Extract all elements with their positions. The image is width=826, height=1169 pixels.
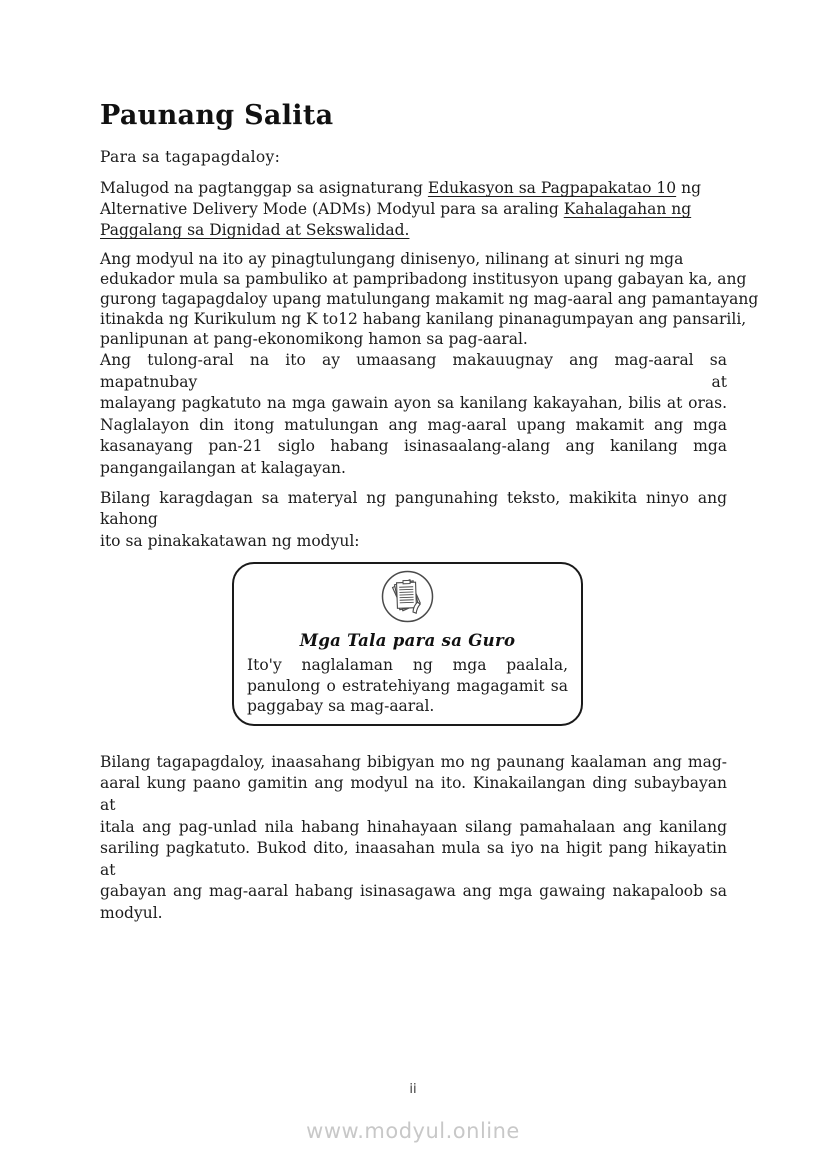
text-line: Bilang tagapagdaloy, inaasahang bibigyan mo ng paunang kaalaman ang mag- (100, 752, 727, 771)
text-segment: Malugod na pagtanggap sa asignaturang (100, 179, 428, 197)
text-line: itala ang pag-unlad nila habang hinahayaan silang pamahalaan ang kanilang (100, 817, 727, 836)
text-line: kasanayang pan-21 siglo habang isinasaalang-alang ang kanilang mga (100, 437, 727, 456)
text-line: pangangailangan at kalagayan. (100, 458, 346, 477)
underlined-lesson-title: Kahalagahan ng (563, 200, 692, 218)
text-line: gabayan ang mag-aaral habang isinasagawa ang mga gawaing nakapaloob sa (100, 882, 727, 901)
paragraph-facilitator-role (100, 752, 727, 925)
notes-papers-icon (381, 570, 434, 623)
text-line: panulong o estratehiyang magagamit sa (247, 676, 568, 695)
text-line: Ang tulong-aral na ito ay umaasang makauugnay ang mag-aaral sa mapatnubay at (100, 351, 727, 391)
notes-icon-wrap (247, 570, 568, 623)
text-line: Bilang karagdagan sa materyal ng pangunahing teksto, makikita ninyo ang kahong (100, 488, 727, 529)
text-line: Naglalayon din itong matulungan ang mag-aaral upang makamit ang mga (100, 415, 727, 434)
notes-box-heading: Mga Tala para sa Guro (299, 631, 516, 651)
paragraph-welcome (100, 178, 727, 241)
text-line: gurong tagapagdaloy upang matulungang makamit ng mag-aaral ang pamantayang (100, 290, 759, 308)
watermark-url: www.modyul.online (306, 1119, 520, 1143)
text-segment: Alternative Delivery Mode (ADMs) Modyul para sa araling (100, 200, 564, 218)
text-line: paggabay sa mag-aaral. (247, 697, 435, 716)
salutation-line: Para sa tagapagdaloy: (100, 148, 281, 166)
text-line: ito sa pinakakatawan ng modyul: (100, 531, 360, 550)
text-line: aaral kung paano gamitin ang modyul na ito. Kinakailangan ding subaybayan at (100, 774, 727, 815)
page-number: ii (409, 1082, 417, 1097)
teacher-notes-box (232, 562, 583, 726)
page-title: Paunang Salita (100, 100, 334, 131)
text-line: modyul. (100, 904, 163, 922)
paragraph-box-intro (100, 488, 727, 553)
paragraph-module-design (100, 249, 759, 349)
text-line (100, 178, 727, 199)
text-line: sariling pagkatuto. Bukod dito, inaasahan mula sa iyo na higit pang hikayatin at (100, 839, 727, 879)
text-line: malayang pagkatuto na mga gawain ayon sa kanilang kakayahan, bilis at oras. (100, 394, 727, 413)
paragraph-learning-aid (100, 350, 727, 480)
text-line (100, 220, 727, 241)
page-content (100, 0, 759, 925)
underlined-subject-title: Edukasyon sa Pagpapakatao 10 (427, 179, 677, 197)
text-line: Ito'y naglalaman ng mga paalala, (247, 656, 568, 675)
text-line: panlipunan at pang-ekonomikong hamon sa pag-aaral. (100, 330, 528, 348)
notes-box-body (247, 655, 568, 717)
text-line (100, 199, 727, 220)
text-segment: ng (676, 179, 701, 197)
text-line: itinakda ng Kurikulum ng K to12 habang kanilang pinanagumpayan ang pansarili, (100, 310, 747, 328)
text-line: Ang modyul na ito ay pinagtulungang dinisenyo, nilinang at sinuri ng mga (100, 250, 684, 268)
text-line: edukador mula sa pambuliko at pampribadong institusyon upang gabayan ka, ang (100, 270, 747, 288)
underlined-lesson-title: Paggalang sa Dignidad at Sekswalidad. (100, 221, 410, 239)
